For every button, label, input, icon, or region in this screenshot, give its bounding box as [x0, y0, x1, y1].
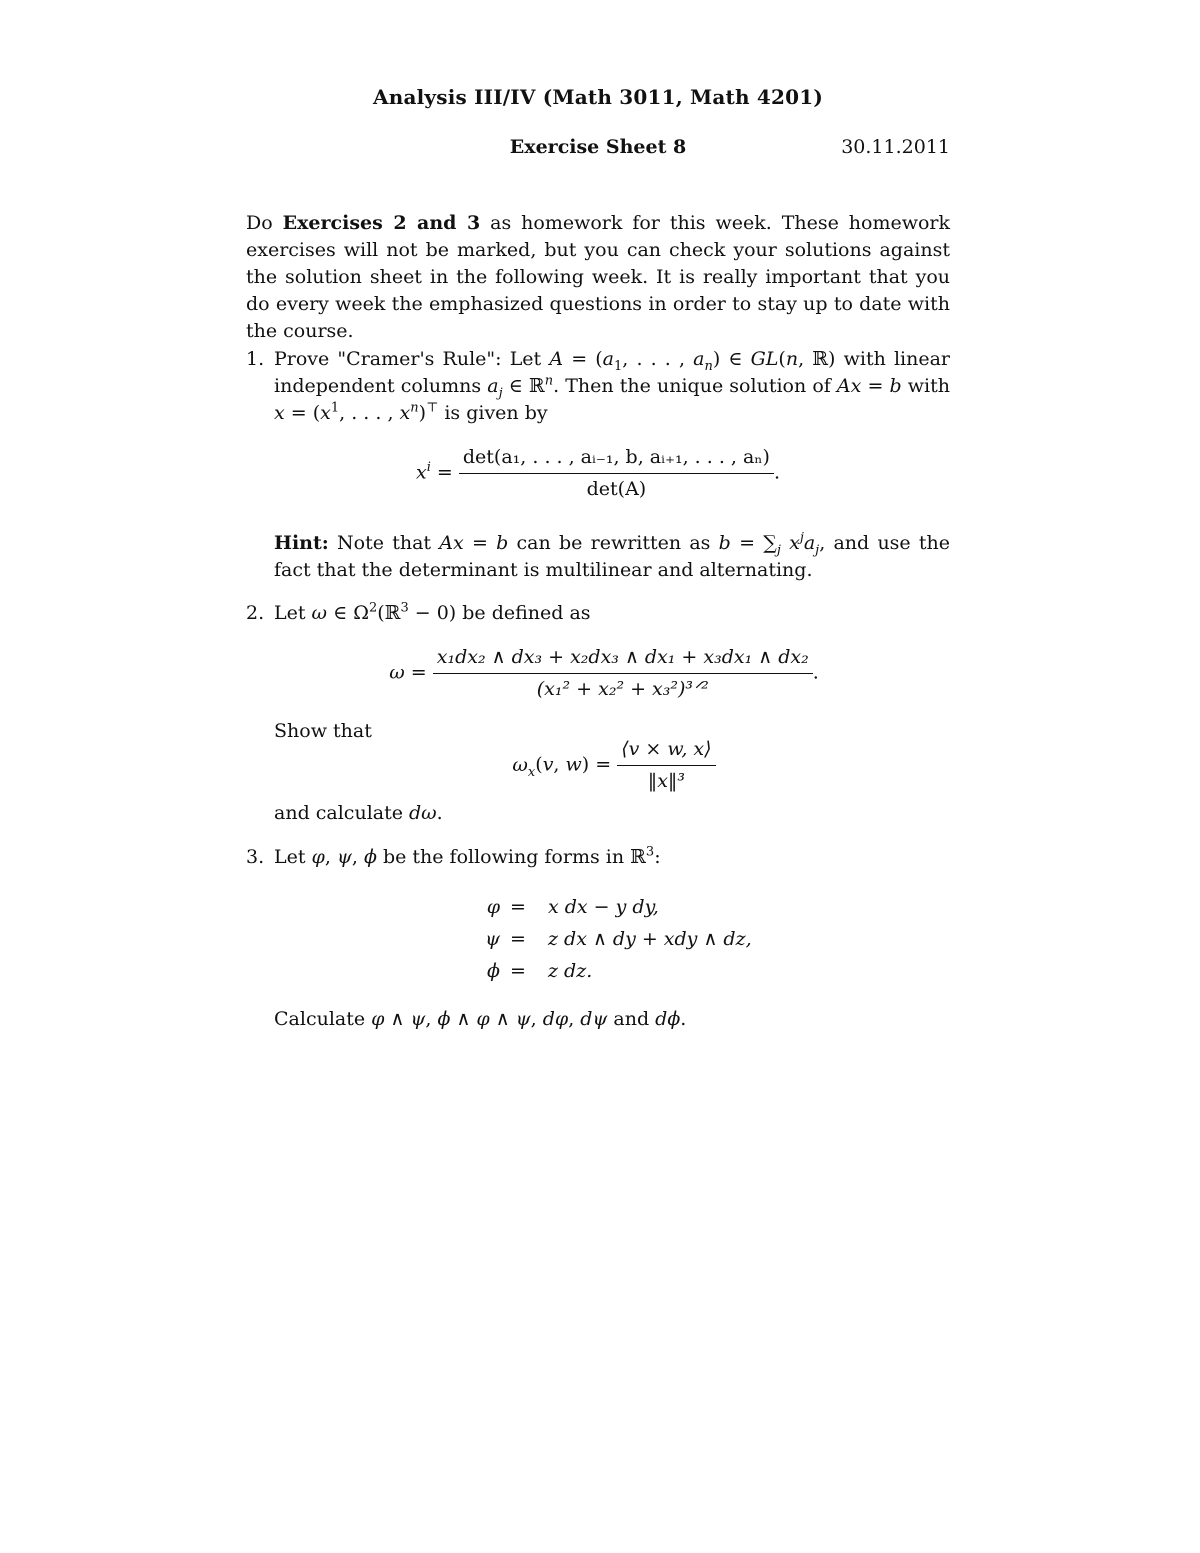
form-row — [246, 926, 950, 956]
exercise-2-statement: Let ω ∈ $\Omega^2(ℝ^3 - 0)$ be defined as — [274, 600, 591, 624]
cramer-denominator: det(A) — [586, 478, 647, 500]
form-rhs: z dx ∧ dy + xdy ∧ dz, — [548, 928, 752, 950]
exercise-number: 1. — [246, 348, 265, 370]
document-title: Analysis III/IV (Math 3011, Math 4201) — [373, 85, 823, 109]
cramer-numerator: det(a₁, . . . , aᵢ₋₁, b, aᵢ₊₁, . . . , aₙ) — [459, 444, 774, 474]
omega-x-formula: $\omega_x(v$, w) = $\frac{⟨v \times w, x⟩}{\text{‖x‖³}}$ — [262, 736, 966, 795]
exercise-3-calculate: Calculate φ ∧ ψ, ϕ ∧ φ ∧ ψ, dφ, dψ and dϕ. — [274, 1008, 687, 1030]
calculate-d-omega: and calculate dω. — [274, 802, 443, 824]
exercise-3-statement: Let φ, ψ, ϕ be the following forms in ℝ$^3$: — [274, 844, 661, 868]
omega-numerator: x₁dx₂ ∧ dx₃ + x₂dx₃ ∧ dx₁ + x₃dx₁ ∧ dx₂ — [433, 644, 813, 674]
exercise-1-text-b: with linear independent columns — [274, 348, 950, 397]
exercise-1-text-c: . Then the unique solution of — [553, 375, 837, 397]
form-lhs: ψ — [485, 928, 500, 950]
intro-paragraph — [246, 210, 950, 345]
calc-label: Calculate — [274, 1008, 372, 1030]
form-eq: = — [510, 896, 526, 918]
form-lhs: φ — [486, 896, 500, 918]
intro-lead: Do — [246, 212, 283, 234]
form-eq: = — [510, 928, 526, 950]
hint-label: Hint: — [274, 532, 329, 554]
formula-A: A — [549, 348, 564, 370]
cramer-formula: $x^i$ = $\frac{\text{det(a₁, . . . , aᵢ₋₁, b, aᵢ₊₁, . . . , aₙ)}}{\det(A)}$ . — [246, 444, 950, 503]
sheet-title: Exercise Sheet 8 — [509, 136, 687, 158]
form-row — [246, 958, 950, 988]
exercise-2-text-b: be defined as — [456, 602, 591, 624]
exercise-1-text-a: Prove "Cramer's Rule": Let — [274, 348, 550, 370]
calc-and: and — [607, 1008, 656, 1030]
form-lhs: ϕ — [487, 960, 500, 982]
intro-rest: as homework for this week. These homework exercises will not be marked, but you can check your solutions against the solution sheet in the following week. It is really important that you do every week the emphasized questions in order to stay up to date with the course. — [246, 212, 951, 342]
form-rhs: z dz. — [548, 960, 593, 982]
sheet-header — [246, 134, 950, 162]
exercise-1-text-e: is given by — [438, 402, 548, 424]
form-row — [246, 894, 950, 924]
intro-bold: Exercises 2 and 3 — [282, 212, 481, 234]
omega-fraction — [433, 644, 813, 703]
hint-text-a: Note that — [328, 532, 440, 554]
exercise-1-text-d: with — [901, 375, 950, 397]
calc-text: and calculate — [274, 802, 410, 824]
exercise-number: 2. — [246, 602, 265, 624]
hint-text-c: , and use the fact that the determinant is multilinear and alternating. — [274, 532, 951, 581]
show-that-label: Show that — [274, 720, 372, 742]
omega-denominator: (x₁² + x₂² + x₃²)³ᐟ² — [536, 678, 709, 700]
sheet-date: 30.11.2011 — [841, 136, 950, 158]
omega-x-fraction — [617, 736, 715, 795]
omega-x-denominator: ‖x‖³ — [647, 770, 686, 792]
cramer-fraction — [459, 444, 774, 503]
exercise-3-text-b: be the following forms in — [376, 846, 631, 868]
exercise-2-text-a: Let — [274, 602, 312, 624]
exercise-1-hint: Hint: Note that Ax = b can be rewritten as $b = \sum_j$ $x^ja_j$, and use the fact that the determinant is multilinear and alternating. — [274, 530, 951, 581]
exercise-3-text-a: Let — [274, 846, 312, 868]
omega-x-numerator: ⟨v × w, x⟩ — [617, 736, 715, 766]
hint-text-b: can be rewritten as — [508, 532, 719, 554]
omega-formula: ω = $\frac{\text{x₁dx₂ ∧ dx₃ + x₂dx₃ ∧ dx₁ + x₃dx₁ ∧ dx₂}}{\text{(x₁² + x₂² + x₃²)³ᐟ²}}$ . — [252, 644, 956, 703]
formula-lhs: x — [416, 461, 427, 484]
form-eq: = — [510, 960, 526, 982]
form-rhs: x dx − y dy, — [548, 896, 659, 918]
exercise-number: 3. — [246, 846, 265, 868]
exercise-1-statement: Prove "Cramer's Rule": Let $A = (a_1$, . . . , $a_n$) ∈ GL(n, ℝ) with linear independent columns $a_j$ ∈ ℝ$^n$. Then the unique solution of Ax = b with $x = (x^1$, . . . , $x^n)^⊤$ is given by — [274, 348, 950, 424]
